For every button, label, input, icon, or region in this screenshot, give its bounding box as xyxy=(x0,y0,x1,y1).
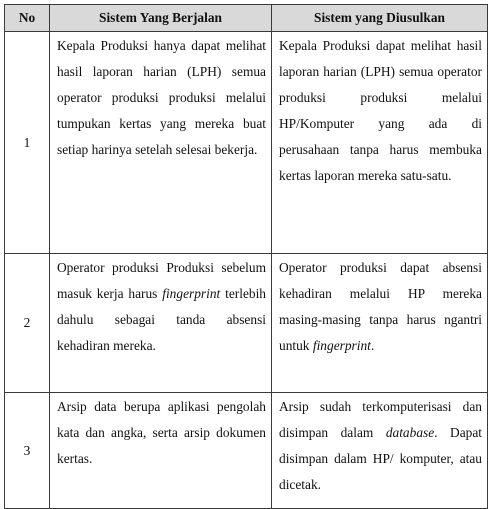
old-system-cell: Arsip data berupa aplikasi pengolah kata dan angka, serta arsip dokumen kertas. xyxy=(50,393,272,509)
new-text-part: . xyxy=(370,338,375,353)
row-number: 1 xyxy=(5,32,50,254)
table-row xyxy=(5,254,488,393)
header-row xyxy=(5,5,488,32)
old-italic-term: fingerprint xyxy=(162,286,221,301)
old-text-part: terlebih dahulu sebagai tanda absensi kehadiran mereka. xyxy=(57,286,266,353)
header-no: No xyxy=(5,5,50,32)
new-italic-term: database xyxy=(385,425,435,440)
row-number: 3 xyxy=(5,393,50,509)
new-system-cell: Kepala Produksi dapat melihat hasil laporan harian (LPH) semua operator produksi produksi melalui HP/Komputer yang ada di perusahaan tanpa harus membuka kertas laporan mereka satu-satu. xyxy=(272,32,488,254)
old-text-part: Operator produksi Produksi sebelum masuk kerja harus xyxy=(57,260,266,301)
header-new-system: Sistem yang Diusulkan xyxy=(272,5,488,32)
table-row xyxy=(5,393,488,509)
row-number: 2 xyxy=(5,254,50,393)
old-system-cell xyxy=(50,254,272,393)
new-system-cell xyxy=(272,254,488,393)
old-system-cell: Kepala Produksi hanya dapat melihat hasil laporan harian (LPH) semua operator produksi produksi melalui tumpukan kertas yang mereka buat setiap harinya setelah selesai bekerja. xyxy=(50,32,272,254)
new-italic-term: fingerprint xyxy=(312,338,371,353)
comparison-table xyxy=(4,4,488,509)
new-text-part: . Dapat disimpan dalam HP/ komputer, atau dicetak. xyxy=(279,425,482,492)
new-text-part: Operator produksi dapat absensi kehadiran melalui HP mereka masing-masing tanpa harus ngantri untuk xyxy=(279,260,482,353)
new-text-part: Arsip sudah terkomputerisasi dan disimpan dalam xyxy=(279,399,482,440)
table-row xyxy=(5,32,488,254)
header-old-system: Sistem Yang Berjalan xyxy=(50,5,272,32)
new-system-cell xyxy=(272,393,488,509)
